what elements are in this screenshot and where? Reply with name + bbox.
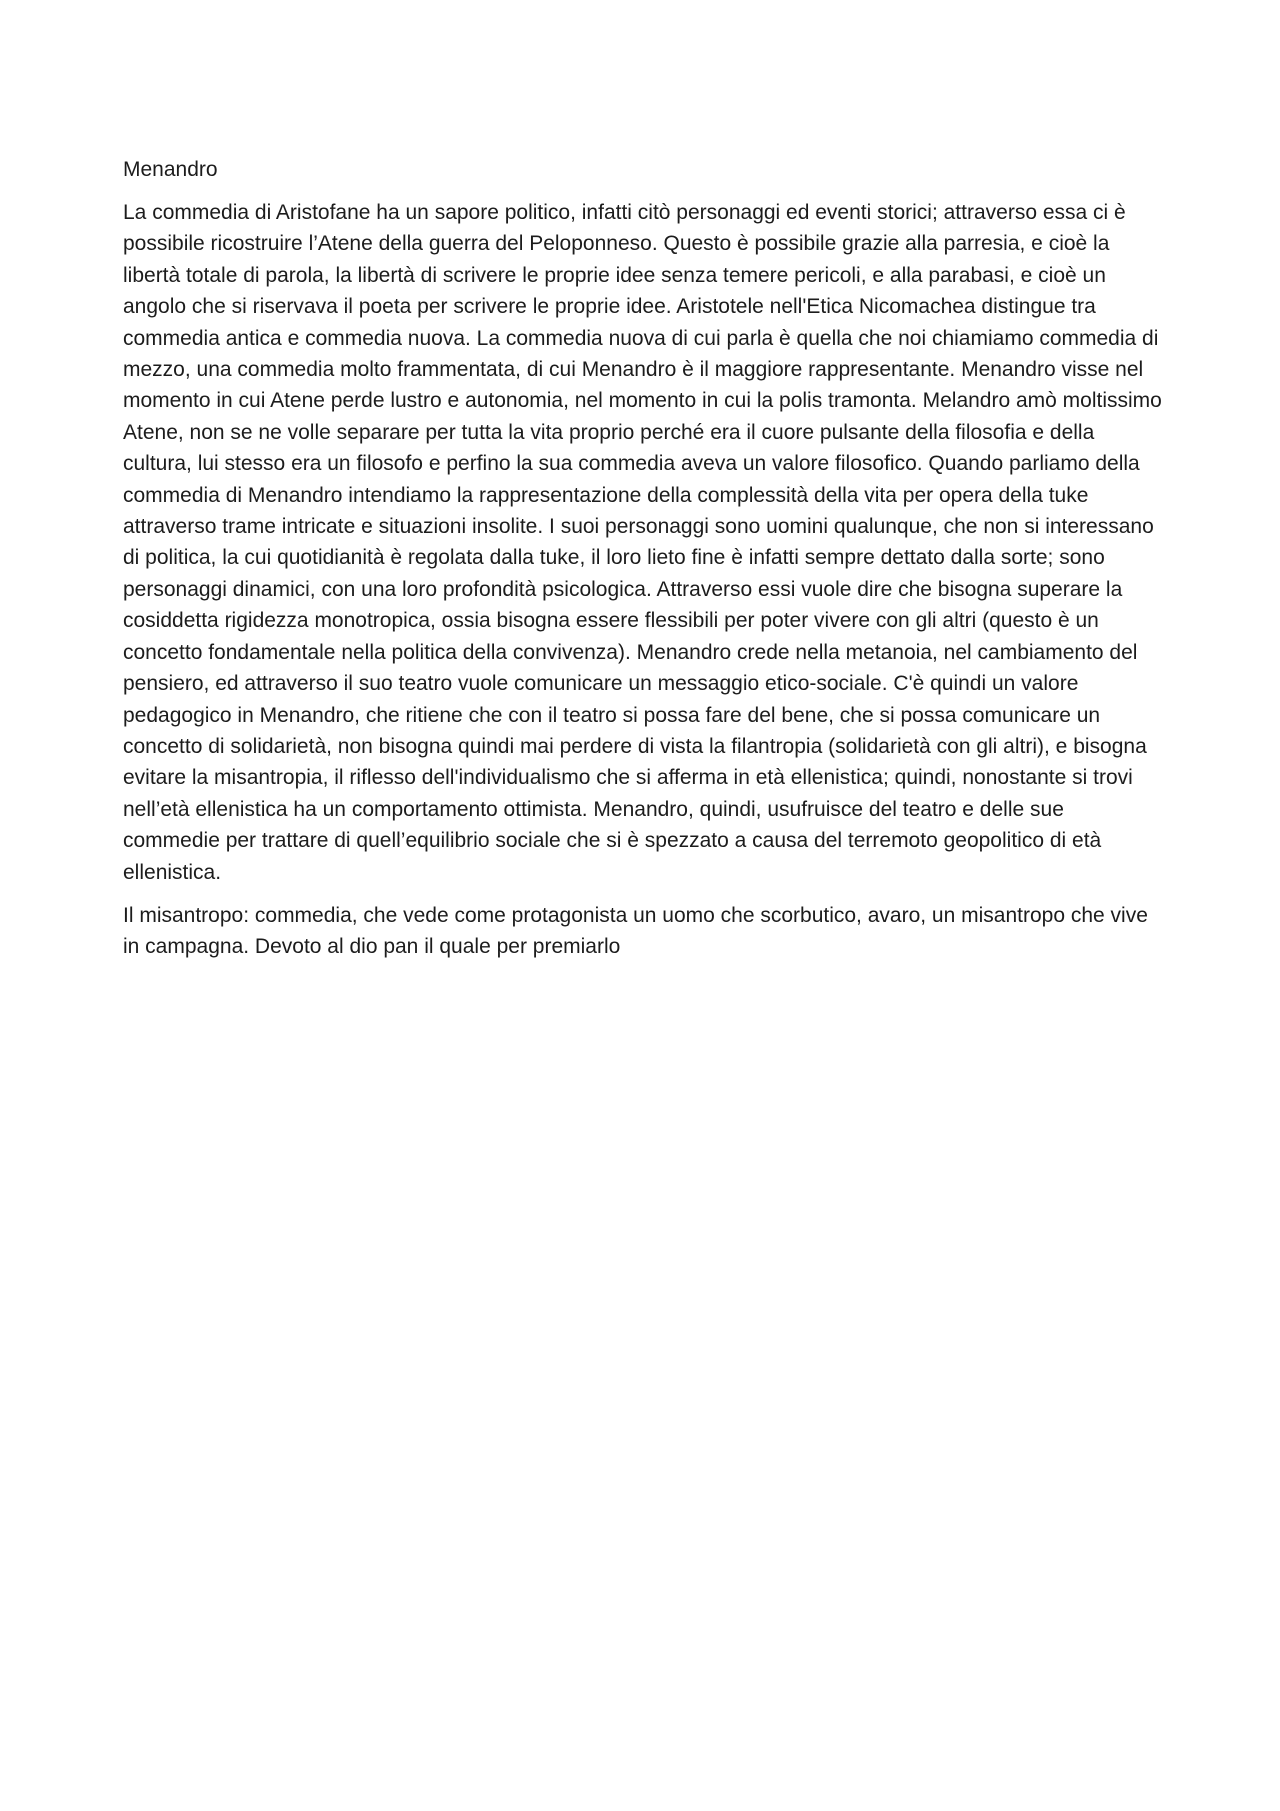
paragraph-il-misantropo: Il misantropo: commedia, che vede come protagonista un uomo che scorbutico, avaro, un misantropo che vive in campagna. Devoto al dio pan il quale per premiarlo (123, 903, 1148, 959)
document-body (123, 154, 1163, 975)
paragraph-commedia-menandro: La commedia di Aristofane ha un sapore politico, infatti citò personaggi ed eventi storici; attraverso essa ci è possibile ricostruire l’Atene della guerra del Peloponneso. Questo è possibile grazie alla parresia, e cioè la libertà totale di parola, la libertà di scrivere le proprie idee senza temere pericoli, e alla parabasi, e cioè un angolo che si riservava il poeta per scrivere le proprie idee. Aristotele nell'Etica Nicomachea distingue tra commedia antica e commedia nuova. La commedia nuova di cui parla è quella che noi chiamiamo commedia di mezzo, una commedia molto frammentata, di cui Menandro è il maggiore rappresentante. Menandro visse nel momento in cui Atene perde lustro e autonomia, nel momento in cui la polis tramonta. Melandro amò moltissimo Atene, non se ne volle separare per tutta la vita proprio perché era il cuore pulsante della filosofia e della cultura, lui stesso era un filosofo e perfino la sua commedia aveva un valore filosofico. Quando parliamo della commedia di Menandro intendiamo la rappresentazione della complessità della vita per opera della tuke attraverso trame intricate e situazioni insolite. I suoi personaggi sono uomini qualunque, che non si interessano di politica, la cui quotidianità è regolata dalla tuke, il loro lieto fine è infatti sempre dettato dalla sorte; sono personaggi dinamici, con una loro profondità psicologica. Attraverso essi vuole dire che bisogna superare la cosiddetta rigidezza monotropica, ossia bisogna essere flessibili per poter vivere con gli altri (questo è un concetto fondamentale nella politica della convivenza). Menandro crede nella metanoia, nel cambiamento del pensiero, ed attraverso il suo teatro vuole comunicare un messaggio etico-sociale. C'è quindi un valore pedagogico in Menandro, che ritiene che con il teatro si possa fare del bene, che si possa comunicare un concetto di solidarietà, non bisogna quindi mai perdere di vista la filantropia (solidarietà con gli altri), e bisogna evitare la misantropia, il riflesso dell'individualismo che si afferma in età ellenistica; quindi, nonostante si trovi nell’età ellenistica ha un comportamento ottimista. Menandro, quindi, usufruisce del teatro e delle sue commedie per trattare di quell’equilibrio sociale che si è spezzato a causa del terremoto geopolitico di età ellenistica. (123, 201, 1162, 884)
document-title: Menandro (123, 158, 218, 181)
